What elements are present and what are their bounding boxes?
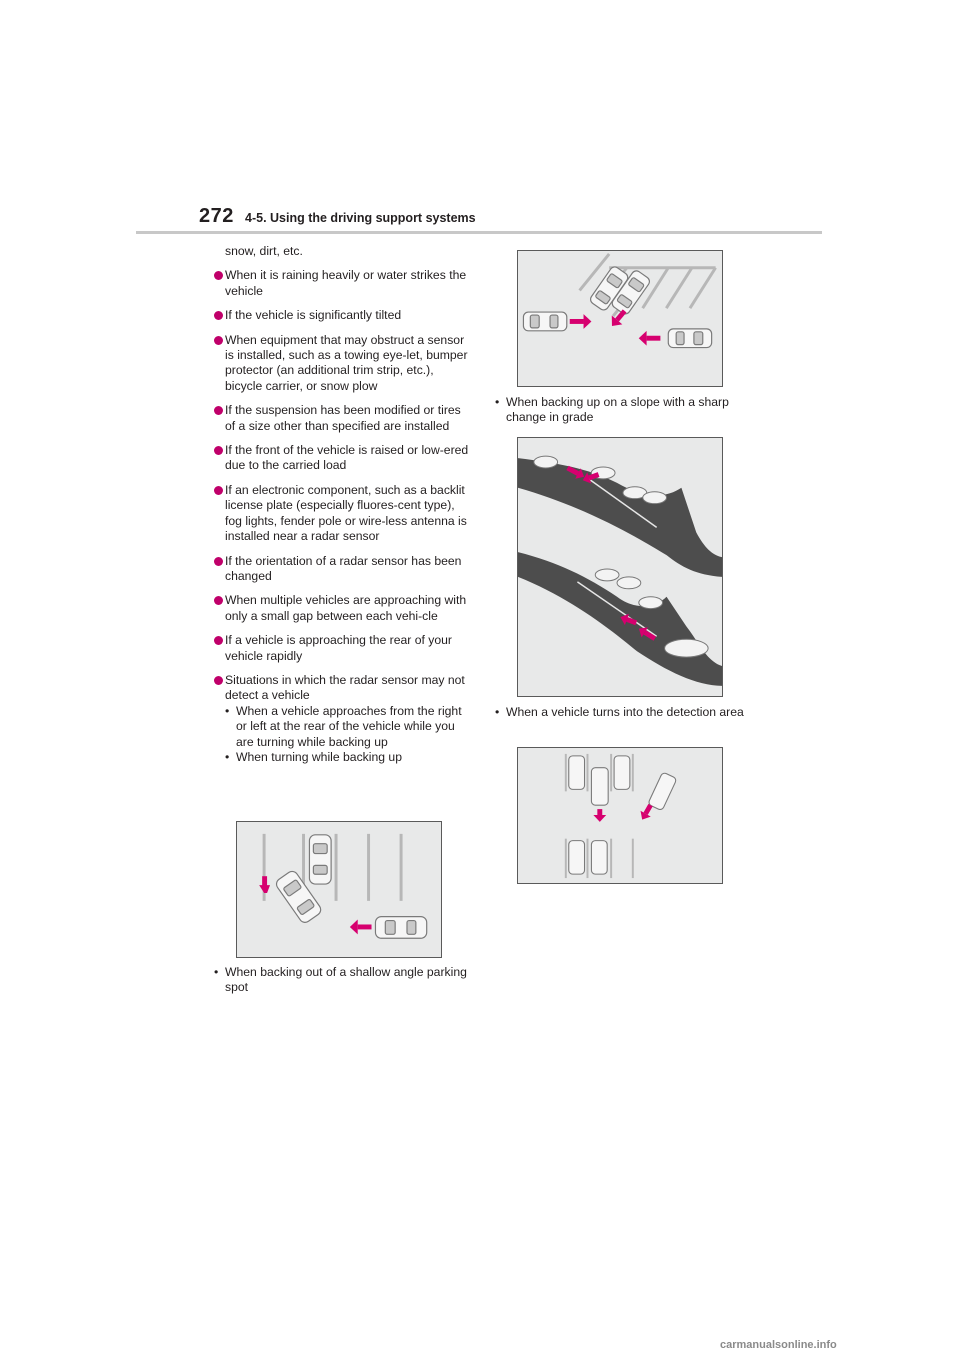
- bullet-dot-icon: [214, 486, 223, 495]
- sub-bullet-marker: •: [225, 703, 230, 718]
- list-item: Situations in which the radar sensor may not detect a vehicle: [214, 673, 469, 704]
- figure-caption: • When a vehicle turns into the detection area: [495, 705, 744, 719]
- list-item: When it is raining heavily or water strikes the vehicle: [214, 268, 469, 299]
- header-divider: [136, 231, 822, 234]
- bullet-dot-icon: [214, 446, 223, 455]
- list-item: If an electronic component, such as a backlit license plate (especially fluores-cent type), fog lights, fender pole or wire-less antenna is installed near a radar sensor: [214, 483, 469, 545]
- list-item: If the vehicle is significantly tilted: [214, 308, 469, 323]
- list-item: If a vehicle is approaching the rear of your vehicle rapidly: [214, 633, 469, 664]
- bullet-dot-icon: [214, 557, 223, 566]
- car-icon: [668, 329, 711, 348]
- illustration-vehicle-turning-into-area: [517, 747, 723, 884]
- list-item: If the orientation of a radar sensor has been changed: [214, 554, 469, 585]
- bullet-dot-icon: [214, 271, 223, 280]
- car-icon: [523, 312, 566, 331]
- car-icon: [648, 772, 677, 811]
- figure-caption: • When backing out of a shallow angle parking spot: [214, 965, 467, 995]
- page-number: 272: [199, 205, 234, 227]
- sub-bullet-marker: •: [225, 749, 230, 764]
- page-header: [0, 0, 960, 236]
- sub-list-item: • When a vehicle approaches from the right or left at the rear of the vehicle while you are turning while backing up: [225, 703, 462, 749]
- illustration-slope-grade-change: [517, 437, 723, 697]
- bullet-dot-icon: [214, 636, 223, 645]
- section-title: 4-5. Using the driving support systems: [245, 211, 476, 225]
- list-item: When multiple vehicles are approaching with only a small gap between each vehi-cle: [214, 593, 469, 624]
- car-icon: [375, 917, 426, 939]
- figure-caption: • When backing up on a slope with a sharp change in grade: [495, 395, 729, 425]
- list-item: If the front of the vehicle is raised or low-ered due to the carried load: [214, 443, 469, 474]
- bullet-dot-icon: [214, 336, 223, 345]
- list-item: If the suspension has been modified or tires of a size other than specified are installed: [214, 403, 469, 434]
- bullet-dot-icon: [214, 311, 223, 320]
- illustration-shallow-angle-parking: [517, 250, 723, 387]
- bullet-dot-icon: [214, 406, 223, 415]
- parking-turn-illustration: [237, 822, 441, 957]
- continuation-text: snow, dirt, etc.: [225, 244, 303, 258]
- left-column: [214, 244, 469, 765]
- footer-watermark: carmanualsonline.info: [720, 1339, 837, 1351]
- bullet-dot-icon: [214, 676, 223, 685]
- detection-area-illustration: [518, 748, 722, 883]
- angle-parking-illustration: [518, 251, 722, 386]
- sub-list-item: • When turning while backing up: [225, 749, 402, 764]
- bullet-dot-icon: [214, 596, 223, 605]
- list-item: When equipment that may obstruct a sensor is installed, such as a towing eye-let, bumper protector (an additional trim strip, etc.), bicycle carrier, or snow plow: [214, 333, 469, 395]
- slope-illustration: [518, 438, 722, 696]
- car-icon: [309, 835, 331, 884]
- illustration-turning-while-backing: [236, 821, 442, 958]
